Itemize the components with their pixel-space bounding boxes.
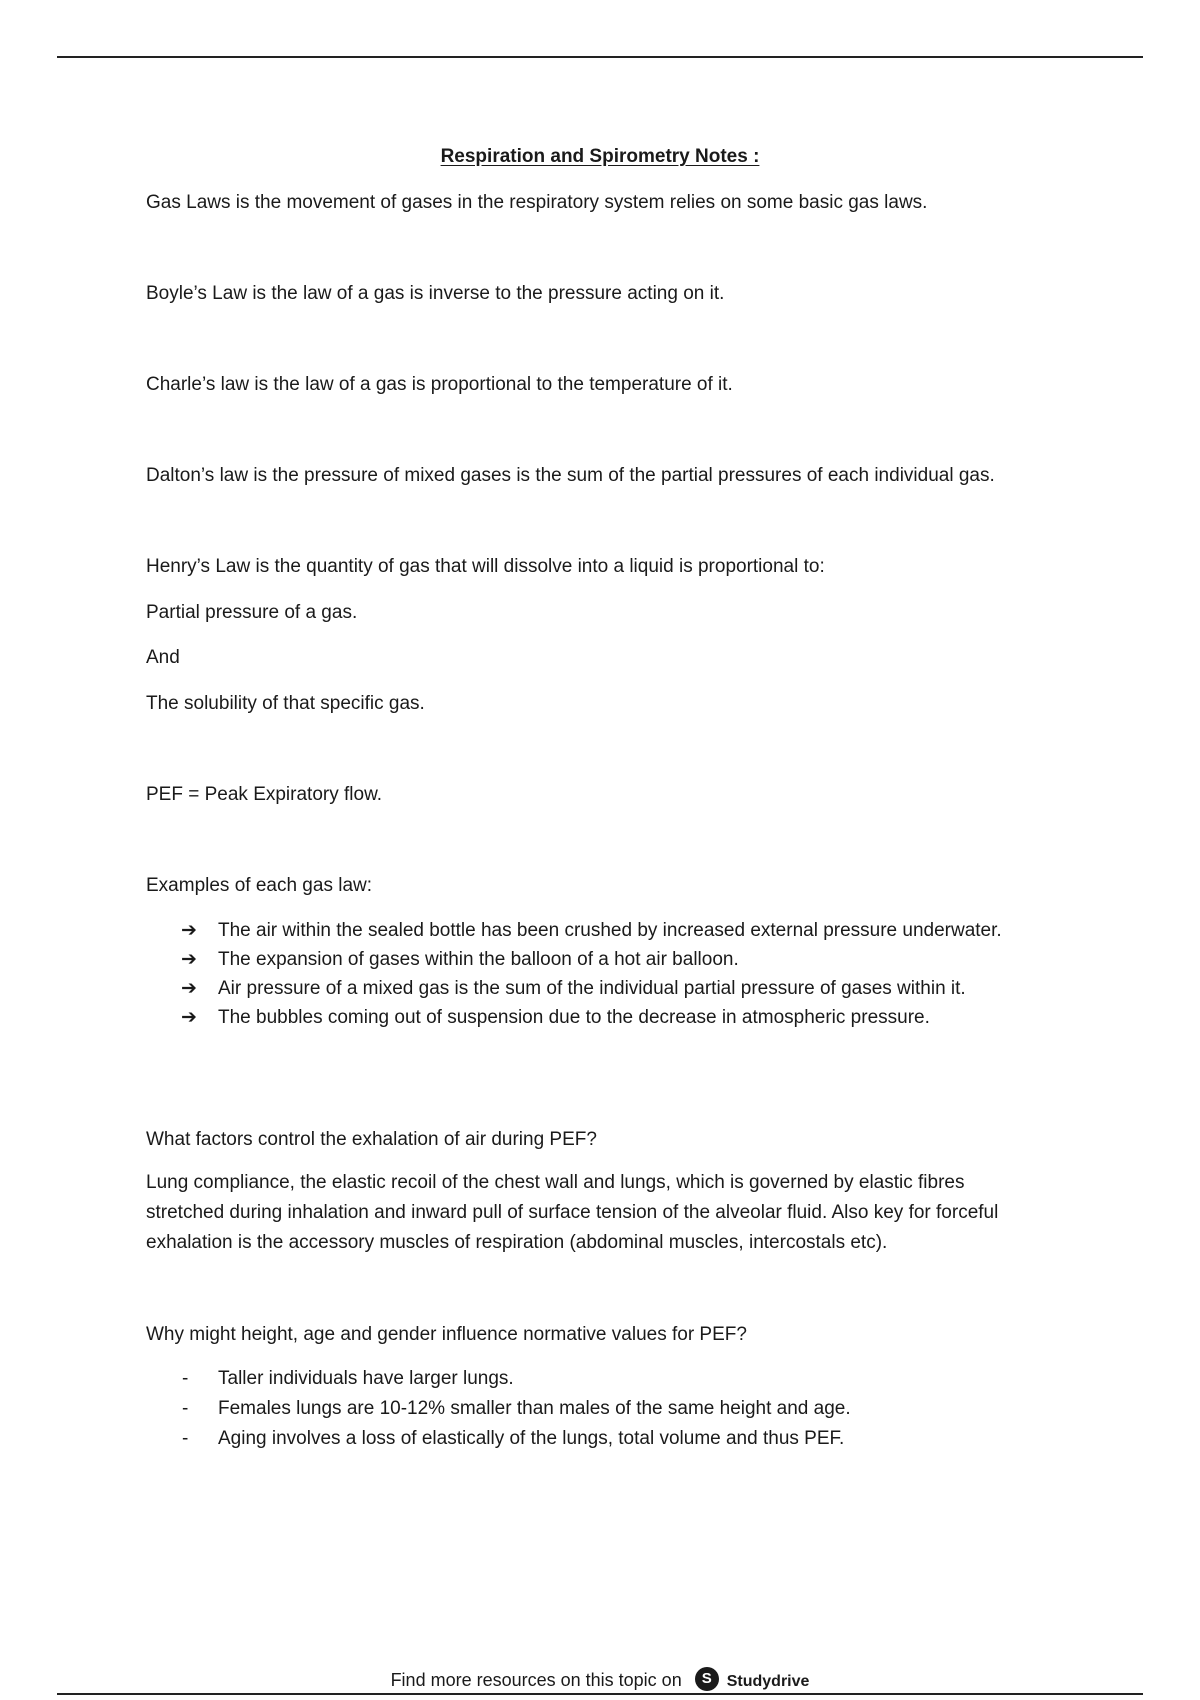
page-title: Respiration and Spirometry Notes : bbox=[440, 146, 760, 167]
bottom-rule bbox=[57, 1693, 1143, 1695]
henrys-law: Henry’s Law is the quantity of gas that will dissolve into a liquid is proportional to: bbox=[146, 556, 825, 577]
henrys-item-solubility: The solubility of that specific gas. bbox=[146, 693, 425, 714]
top-rule bbox=[57, 56, 1143, 58]
example-text: The air within the sealed bottle has been crushed by increased external pressure underwater. bbox=[218, 920, 1002, 941]
question-normative-values: Why might height, age and gender influence normative values for PEF? bbox=[146, 1324, 747, 1345]
studydrive-link[interactable]: Studydrive bbox=[726, 1673, 810, 1690]
answer-exhalation-factors: Lung compliance, the elastic recoil of the chest wall and lungs, which is governed by elastic fibres stretched during inhalation and inward pull of surface tension of the alveolar fluid. Also key for forceful exhalation is the accessory muscles of respiration (abdominal muscles, intercostals etc). bbox=[146, 1172, 999, 1253]
list-item bbox=[146, 1394, 1046, 1424]
henrys-and: And bbox=[146, 647, 180, 668]
studydrive-logo-icon[interactable]: S bbox=[695, 1667, 719, 1691]
answer-text: Females lungs are 10-12% smaller than males of the same height and age. bbox=[218, 1398, 851, 1419]
arrow-bullet-icon: ➔ bbox=[181, 949, 197, 970]
footer-text: Find more resources on this topic on bbox=[390, 1670, 682, 1690]
dash-bullet-icon: - bbox=[182, 1428, 189, 1449]
examples-heading: Examples of each gas law: bbox=[146, 875, 373, 896]
boyles-law: Boyle’s Law is the law of a gas is inverse to the pressure acting on it. bbox=[146, 283, 725, 304]
dash-bullet-icon: - bbox=[182, 1368, 189, 1389]
henrys-item-partial-pressure: Partial pressure of a gas. bbox=[146, 602, 358, 623]
arrow-bullet-icon: ➔ bbox=[181, 920, 197, 941]
dash-bullet-icon: - bbox=[182, 1398, 189, 1419]
question-exhalation-factors: What factors control the exhalation of air during PEF? bbox=[146, 1129, 597, 1150]
answer-text: Aging involves a loss of elastically of the lungs, total volume and thus PEF. bbox=[218, 1428, 845, 1449]
example-text: The bubbles coming out of suspension due to the decrease in atmospheric pressure. bbox=[218, 1007, 930, 1028]
list-item bbox=[146, 1424, 1046, 1454]
list-item bbox=[146, 916, 1046, 945]
examples-list bbox=[146, 916, 1046, 1032]
list-item bbox=[146, 1003, 1046, 1032]
example-text: The expansion of gases within the balloon of a hot air balloon. bbox=[218, 949, 739, 970]
gas-laws-intro: Gas Laws is the movement of gases in the respiratory system relies on some basic gas laws. bbox=[146, 192, 928, 213]
footer bbox=[0, 1668, 1200, 1694]
example-text: Air pressure of a mixed gas is the sum of the individual partial pressure of gases within it. bbox=[218, 978, 966, 999]
charles-law: Charle’s law is the law of a gas is proportional to the temperature of it. bbox=[146, 374, 733, 395]
answer-text: Taller individuals have larger lungs. bbox=[218, 1368, 514, 1389]
daltons-law: Dalton’s law is the pressure of mixed gases is the sum of the partial pressures of each individual gas. bbox=[146, 465, 995, 486]
arrow-bullet-icon: ➔ bbox=[181, 1007, 197, 1028]
list-item bbox=[146, 1364, 1046, 1394]
arrow-bullet-icon: ➔ bbox=[181, 978, 197, 999]
list-item bbox=[146, 945, 1046, 974]
normative-values-list bbox=[146, 1364, 1046, 1454]
pef-definition: PEF = Peak Expiratory flow. bbox=[146, 784, 383, 805]
list-item bbox=[146, 974, 1046, 1003]
